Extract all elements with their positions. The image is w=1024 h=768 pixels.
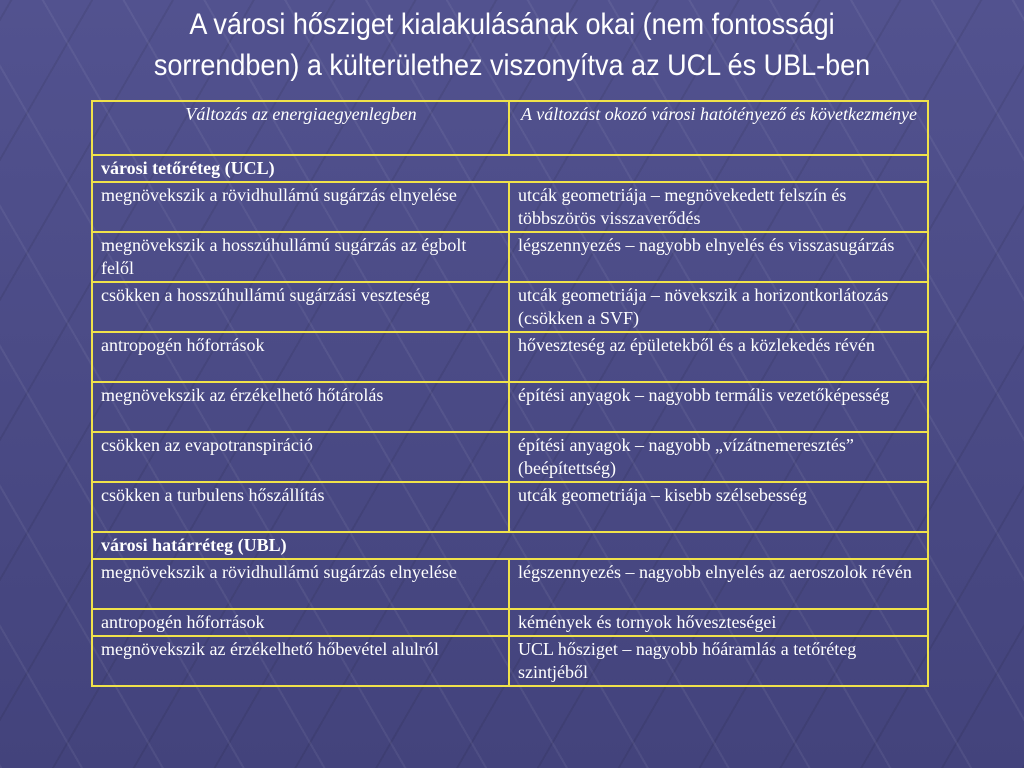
change-cell: megnövekszik az érzékelhető hőtárolás — [92, 382, 509, 432]
cause-cell: utcák geometriája – kisebb szélsebesség — [509, 482, 928, 532]
change-cell: antropogén hőforrások — [92, 609, 509, 636]
change-cell: antropogén hőforrások — [92, 332, 509, 382]
section-row-ubl — [92, 532, 928, 559]
change-cell: megnövekszik az érzékelhető hőbevétel alulról — [92, 636, 509, 686]
header-change: Változás az energiaegyenlegben — [92, 101, 509, 155]
table-header-row — [92, 101, 928, 155]
change-cell: csökken a hosszúhullámú sugárzási veszteség — [92, 282, 509, 332]
cause-cell: hőveszteség az épületekből és a közlekedés révén — [509, 332, 928, 382]
slide-title — [69, 4, 955, 86]
table-row — [92, 382, 928, 432]
table-row — [92, 609, 928, 636]
cause-cell: építési anyagok – nagyobb „vízátnemeresztés” (beépítettség) — [509, 432, 928, 482]
cause-cell: utcák geometriája – növekszik a horizontkorlátozás (csökken a SVF) — [509, 282, 928, 332]
table-row — [92, 432, 928, 482]
table-row — [92, 636, 928, 686]
change-cell: megnövekszik a hosszúhullámú sugárzás az égbolt felől — [92, 232, 509, 282]
cause-cell: utcák geometriája – megnövekedett felszín és többszörös visszaverődés — [509, 182, 928, 232]
section-label-ubl: városi határréteg (UBL) — [92, 532, 928, 559]
cause-cell: építési anyagok – nagyobb termális vezetőképesség — [509, 382, 928, 432]
slide-title-line-1: A városi hősziget kialakulásának okai (nem fontossági — [189, 8, 835, 41]
change-cell: csökken a turbulens hőszállítás — [92, 482, 509, 532]
header-cause: A változást okozó városi hatótényező és következménye — [509, 101, 928, 155]
cause-cell: légszennyezés – nagyobb elnyelés az aeroszolok révén — [509, 559, 928, 609]
table-row — [92, 232, 928, 282]
cause-cell: kémények és tornyok hőveszteségei — [509, 609, 928, 636]
change-cell: megnövekszik a rövidhullámú sugárzás elnyelése — [92, 182, 509, 232]
cause-cell: légszennyezés – nagyobb elnyelés és visszasugárzás — [509, 232, 928, 282]
change-cell: csökken az evapotranspiráció — [92, 432, 509, 482]
table-row — [92, 332, 928, 382]
energy-balance-table — [91, 100, 929, 687]
table-row — [92, 282, 928, 332]
slide-title-line-2: sorrendben) a külterülethez viszonyítva az UCL és UBL-ben — [153, 49, 871, 82]
section-row-ucl — [92, 155, 928, 182]
section-label-ucl: városi tetőréteg (UCL) — [92, 155, 928, 182]
change-cell: megnövekszik a rövidhullámú sugárzás elnyelése — [92, 559, 509, 609]
table-row — [92, 559, 928, 609]
cause-cell: UCL hősziget – nagyobb hőáramlás a tetőréteg szintjéből — [509, 636, 928, 686]
table-row — [92, 482, 928, 532]
table-row — [92, 182, 928, 232]
